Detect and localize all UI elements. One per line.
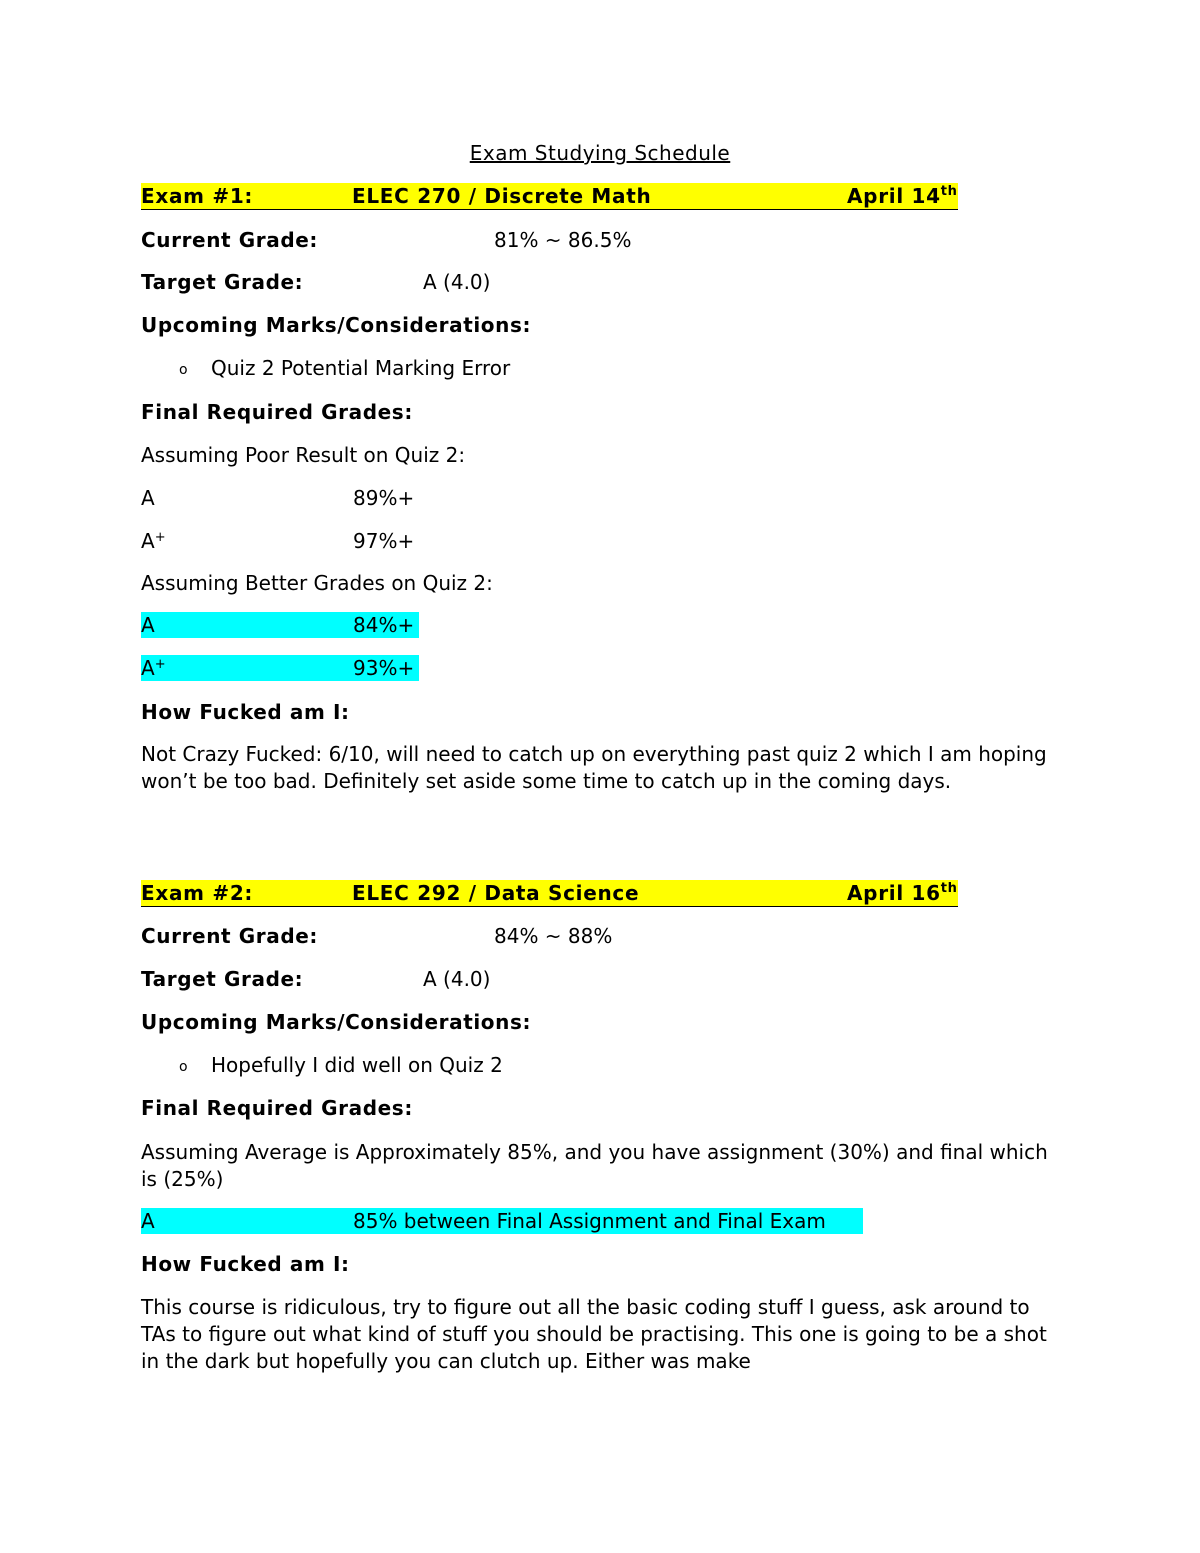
current-grade-label: Current Grade:	[141, 228, 319, 252]
exam-2-upcoming-label: Upcoming Marks/Considerations:	[141, 1010, 532, 1034]
grade-letter: A	[141, 1209, 155, 1233]
exam-1-header	[141, 183, 958, 210]
grade-letter: A+	[141, 656, 166, 680]
exam-2-scenario-text: Assuming Average is Approximately 85%, and you have assignment (30%) and final which is (25%)	[141, 1140, 1048, 1191]
exam-1-final-required-label: Final Required Grades:	[141, 400, 413, 424]
exam-1-scenario-better: Assuming Better Grades on Quiz 2:	[141, 571, 493, 595]
current-grade-label: Current Grade:	[141, 924, 319, 948]
current-grade-value: 81% ~ 86.5%	[494, 228, 632, 252]
exam-2-upcoming-item: Hopefully I did well on Quiz 2	[211, 1053, 503, 1077]
exam-1-target-grade-row	[141, 270, 491, 294]
grade-requirement: 93%+	[353, 656, 415, 680]
bullet-marker: o	[179, 362, 188, 378]
bullet-marker: o	[179, 1059, 188, 1075]
grade-requirement: 89%+	[353, 486, 415, 510]
better-row-a-plus	[141, 655, 419, 681]
better-row-a	[141, 612, 419, 638]
exam-1-how-label: How Fucked am I:	[141, 700, 350, 724]
current-grade-value: 84% ~ 88%	[494, 924, 613, 948]
exam-2-target-grade-row	[141, 967, 491, 991]
exam-1-label: Exam #1:	[141, 184, 254, 208]
exam-2-how-label: How Fucked am I:	[141, 1252, 350, 1276]
page-title: Exam Studying Schedule	[469, 141, 731, 165]
exam-1-course: ELEC 270 / Discrete Math	[352, 184, 652, 208]
target-grade-value: A (4.0)	[423, 270, 491, 294]
exam-1-scenario-poor: Assuming Poor Result on Quiz 2:	[141, 443, 466, 467]
exam-2-grade-row	[141, 1208, 863, 1234]
exam-2-how-text: This course is ridiculous, try to figure out all the basic coding stuff I guess, ask around to TAs to figure out what kind of stuff you should be practising. This one is going to be a shot in the dark but hopefully you can clutch up. Either was make	[141, 1295, 1047, 1373]
exam-1-date: April 14th	[847, 184, 958, 208]
target-grade-value: A (4.0)	[423, 967, 491, 991]
target-grade-label: Target Grade:	[141, 967, 304, 991]
exam-1-how-text: Not Crazy Fucked: 6/10, will need to catch up on everything past quiz 2 which I am hoping won’t be too bad. Definitely set aside some time to catch up in the coming days.	[141, 742, 1047, 793]
exam-2-final-required-label: Final Required Grades:	[141, 1096, 413, 1120]
grade-letter: A	[141, 613, 155, 637]
exam-2-label: Exam #2:	[141, 881, 254, 905]
grade-letter: A	[141, 529, 155, 553]
exam-1-current-grade-row	[141, 228, 632, 252]
exam-2-course: ELEC 292 / Data Science	[352, 881, 640, 905]
grade-plus: +	[154, 530, 166, 545]
poor-row-a	[141, 486, 415, 510]
grade-requirement: 85% between Final Assignment and Final Exam	[353, 1209, 826, 1233]
exam-1-upcoming-label: Upcoming Marks/Considerations:	[141, 313, 532, 337]
exam-2-current-grade-row	[141, 924, 613, 948]
grade-requirement: 84%+	[353, 613, 415, 637]
exam-2-header	[141, 880, 958, 907]
grade-letter: A	[141, 486, 155, 510]
target-grade-label: Target Grade:	[141, 270, 304, 294]
poor-row-a-plus	[141, 529, 415, 553]
exam-1-upcoming-item: Quiz 2 Potential Marking Error	[211, 356, 511, 380]
grade-requirement: 97%+	[353, 529, 415, 553]
exam-2-date: April 16th	[847, 881, 958, 905]
